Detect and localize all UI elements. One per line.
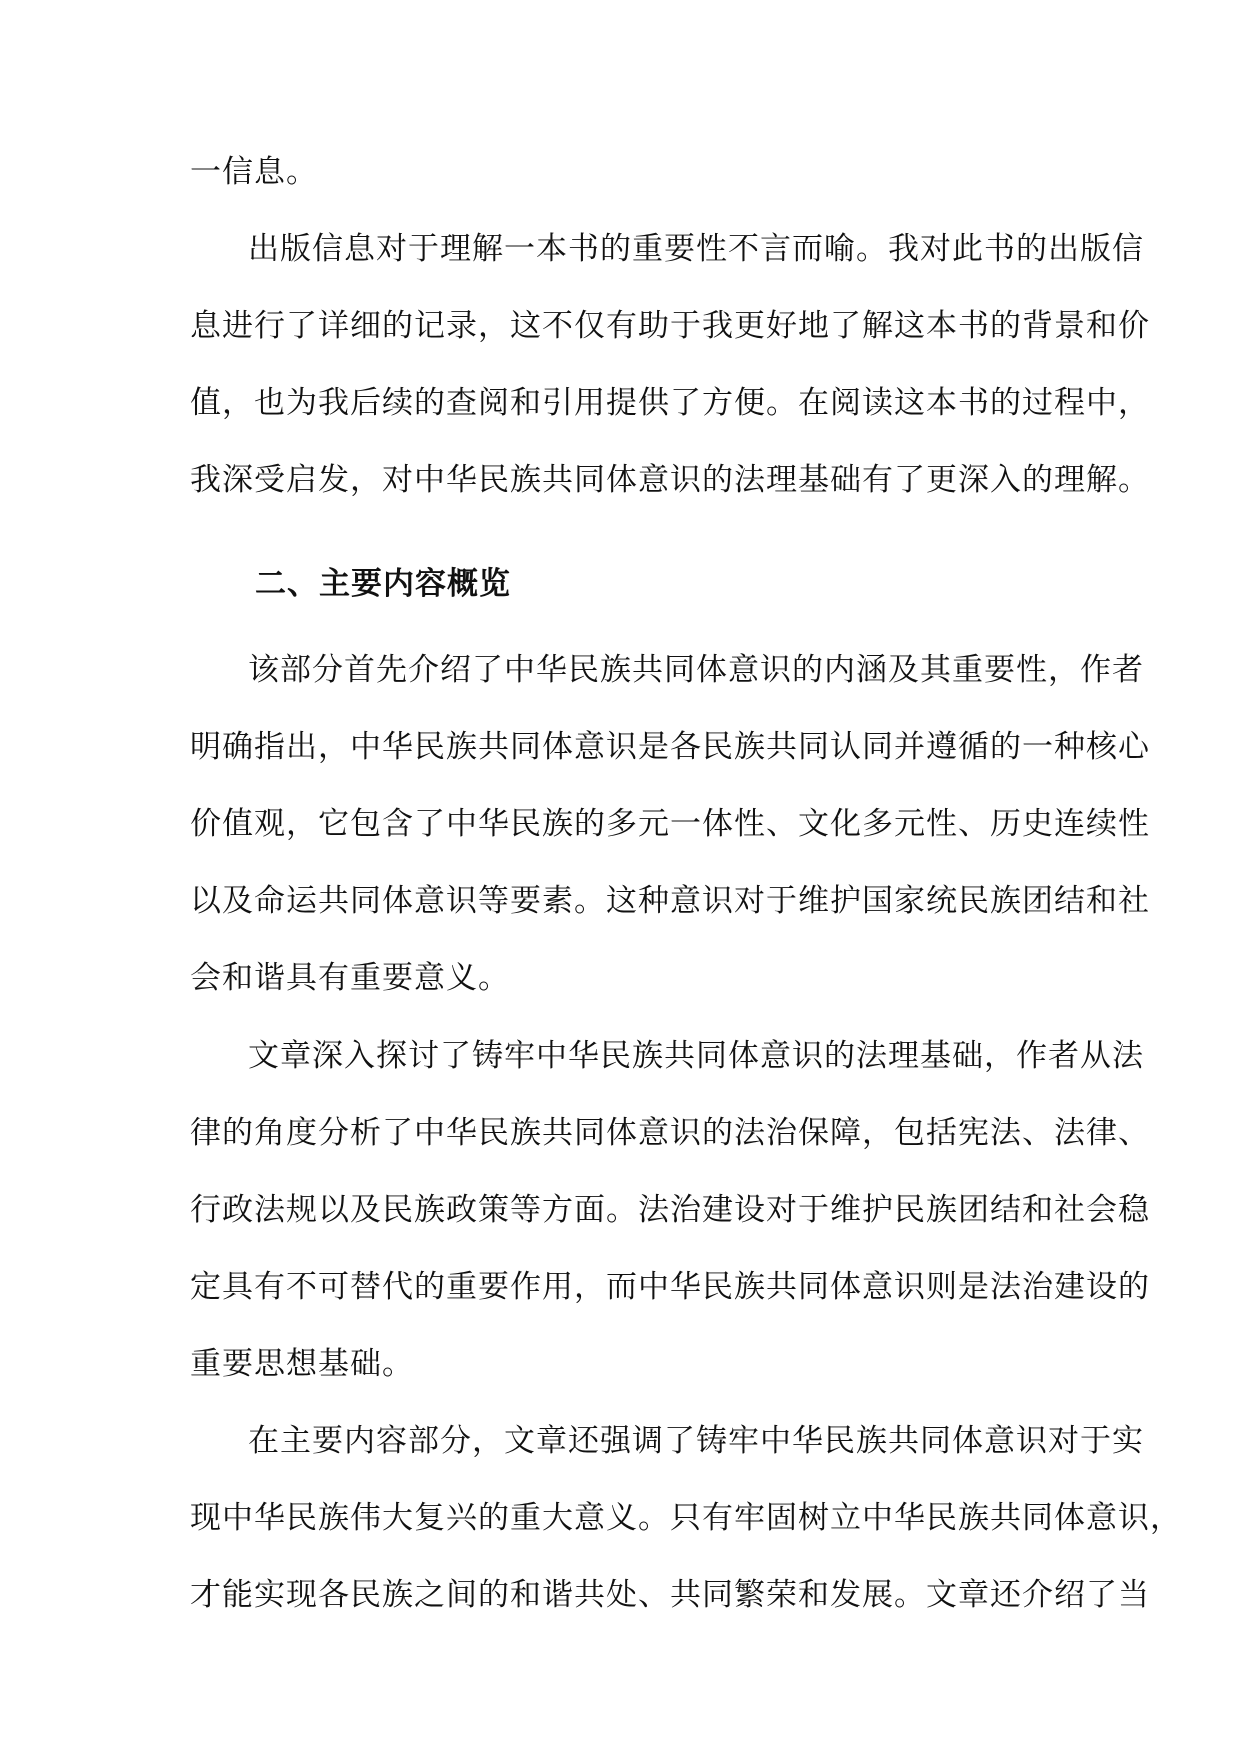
text-line: 明确指出，中华民族共同体意识是各民族共同认同并遵循的一种核心 xyxy=(190,729,1150,765)
text-line: 定具有不可替代的重要作用，而中华民族共同体意识则是法治建设的 xyxy=(190,1269,1150,1305)
text-line: 值，也为我后续的查阅和引用提供了方便。在阅读这本书的过程中， xyxy=(190,385,1150,421)
text-line: 重要思想基础。 xyxy=(190,1346,414,1382)
text-line: 息进行了详细的记录，这不仅有助于我更好地了解这本书的背景和价 xyxy=(190,308,1150,344)
text-line: 价值观，它包含了中华民族的多元一体性、文化多元性、历史连续性 xyxy=(190,806,1150,842)
text-line: 现中华民族伟大复兴的重大意义。只有牢固树立中华民族共同体意识， xyxy=(190,1500,1182,1536)
text-line: 文章深入探讨了铸牢中华民族共同体意识的法理基础，作者从法 xyxy=(248,1038,1144,1074)
text-line: 出版信息对于理解一本书的重要性不言而喻。我对此书的出版信 xyxy=(248,231,1144,267)
text-line: 一信息。 xyxy=(190,154,318,190)
text-line: 行政法规以及民族政策等方面。法治建设对于维护民族团结和社会稳 xyxy=(190,1192,1150,1228)
text-line: 在主要内容部分，文章还强调了铸牢中华民族共同体意识对于实 xyxy=(248,1423,1144,1459)
text-line: 律的角度分析了中华民族共同体意识的法治保障，包括宪法、法律、 xyxy=(190,1115,1150,1151)
text-line: 才能实现各民族之间的和谐共处、共同繁荣和发展。文章还介绍了当 xyxy=(190,1577,1150,1613)
text-line: 会和谐具有重要意义。 xyxy=(190,960,510,996)
text-line: 以及命运共同体意识等要素。这种意识对于维护国家统民族团结和社 xyxy=(190,883,1150,919)
section-heading: 二、主要内容概览 xyxy=(255,566,511,602)
text-line: 我深受启发，对中华民族共同体意识的法理基础有了更深入的理解。 xyxy=(190,462,1150,498)
text-line: 该部分首先介绍了中华民族共同体意识的内涵及其重要性，作者 xyxy=(248,652,1144,688)
